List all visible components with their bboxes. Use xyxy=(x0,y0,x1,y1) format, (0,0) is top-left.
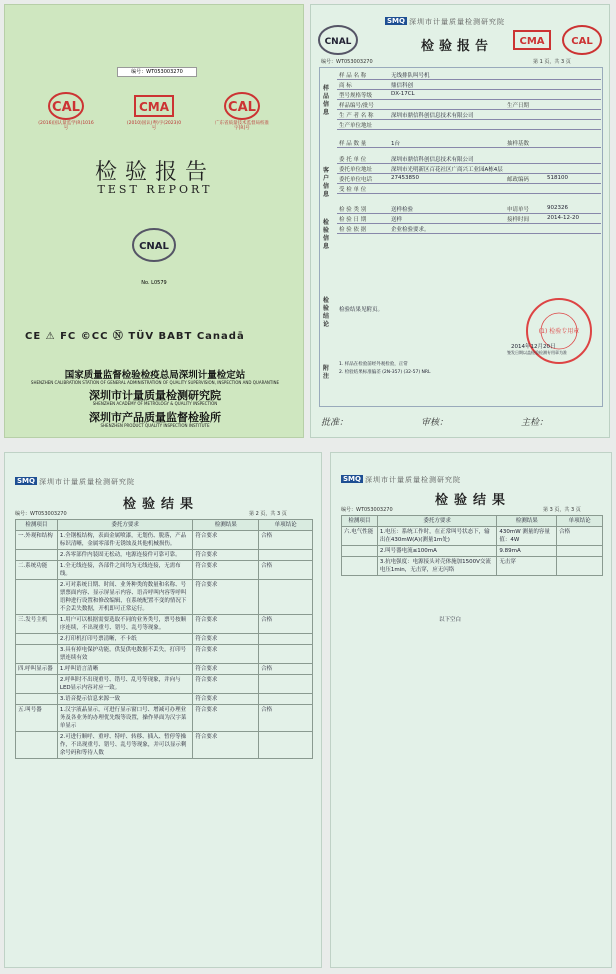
field-label: 申请单号 xyxy=(507,207,530,213)
table-row xyxy=(16,732,313,759)
cell-con xyxy=(259,732,313,759)
official-seal-stamp xyxy=(523,295,595,367)
svg-text:CMA: CMA xyxy=(519,36,545,47)
smq-logo: SMQ xyxy=(17,477,35,485)
cell-res: 符合要求 xyxy=(193,580,259,615)
cell-con: 合格 xyxy=(259,531,313,550)
cell-con: 合格 xyxy=(259,705,313,732)
cell-res: 430mW 测量的容量值：4W xyxy=(497,527,557,546)
cell-res: 符合要求 xyxy=(193,615,259,634)
field-value: 2014-12-20 xyxy=(547,215,579,221)
svg-text:(1) 检验专用章: (1) 检验专用章 xyxy=(538,328,580,335)
cover-page xyxy=(4,4,304,438)
table-row xyxy=(16,531,313,550)
review-signature: 审核： xyxy=(421,418,449,428)
cell-req: 3.语音提示信息来源一致 xyxy=(57,694,193,705)
stamp-date: 2014年12月20日 xyxy=(511,344,556,350)
cell-item xyxy=(16,580,58,615)
field-label: 接样时间 xyxy=(507,217,530,223)
table-row xyxy=(16,615,313,634)
smq-logo: SMQ xyxy=(343,475,361,483)
row-divider xyxy=(337,119,601,120)
institute-name: 深圳市计量质量检测研究院 xyxy=(365,476,461,484)
cell-item xyxy=(16,645,58,664)
cover-title-en: TEST REPORT xyxy=(97,183,213,196)
table-row xyxy=(16,694,313,705)
report-page-number: 第 1 页，共 3 页 xyxy=(533,59,571,65)
svg-text:CAL: CAL xyxy=(52,100,80,115)
cell-req: 2.呼叫时不出现重号、错号、乱号等现象，并向与LED显示内容对应一致。 xyxy=(57,675,193,694)
field-value: 27453850 xyxy=(391,175,419,181)
cell-res: 无击穿 xyxy=(497,557,557,576)
results-serial: 编号：WT053003270 xyxy=(15,511,67,517)
svg-text:CAL: CAL xyxy=(228,100,256,115)
cell-item: 四.呼叫显示器 xyxy=(16,664,58,675)
group-label: 附注 xyxy=(323,365,330,380)
cal-cert-badge-left: CAL (2016)国认量监学(R)1016号 xyxy=(37,91,95,145)
cell-res: 符合要求 xyxy=(193,705,259,732)
cell-item xyxy=(16,732,58,759)
cell-req: 1.全钢板结构，表面金属喷漆，无划伤、脱落，产品标识清晰，金属零部件无锈蚀及其他机械损伤。 xyxy=(57,531,193,550)
cell-req: 1.全无线连接，各部件之间均为无线连接，无需布线。 xyxy=(57,561,193,580)
row-divider xyxy=(337,109,601,110)
row-divider xyxy=(337,213,601,214)
cell-con: 合格 xyxy=(259,664,313,675)
field-label: 抽样基数 xyxy=(507,141,530,147)
cal-logo-icon xyxy=(561,19,603,61)
svg-text:CAL: CAL xyxy=(571,36,593,47)
inspector-signature: 主检： xyxy=(521,418,549,428)
field-label: 检 验 日 期 xyxy=(339,217,367,223)
cell-req: 2.叫号器电流≤100mA xyxy=(377,546,497,557)
stamp-note: 签发日期以盖检验检测专用章为准 xyxy=(507,350,567,355)
table-row xyxy=(16,675,313,694)
cell-res: 符合要求 xyxy=(193,732,259,759)
cnal-logo-icon xyxy=(131,225,177,265)
field-value: 送样检验 xyxy=(391,207,414,213)
cell-con: 合格 xyxy=(557,527,603,546)
col-header: 检测项目 xyxy=(342,516,378,527)
cell-req: 3.具有掉电保护功能，供复供电数据不丢失，打印号票连续有效 xyxy=(57,645,193,664)
row-divider xyxy=(337,79,601,80)
field-value: 深圳市鼎信科创信息技术有限公司 xyxy=(391,113,474,119)
group-label: 检验信息 xyxy=(323,219,330,250)
cell-res: 符合要求 xyxy=(193,550,259,561)
row-divider xyxy=(337,99,601,100)
institute-name: 深圳市计量质量检测研究院 xyxy=(39,478,135,486)
cnal-badge: CNAL No. L0579 xyxy=(129,225,179,281)
table-row xyxy=(16,580,313,615)
field-value: 送样 xyxy=(391,217,403,223)
conclusion-text: 检验结果见附页。 xyxy=(339,307,384,313)
cell-con: 合格 xyxy=(259,561,313,580)
cell-item xyxy=(16,694,58,705)
field-label: 生 产 者 名 称 xyxy=(339,113,374,119)
cell-res: 符合要求 xyxy=(193,645,259,664)
results-title: 检验结果 xyxy=(123,497,200,512)
cell-req: 1.电压：系统工作时，在正常叫号状态下，输出在430mW(A)(测量1m处) xyxy=(377,527,497,546)
table-row xyxy=(16,634,313,645)
table-row xyxy=(16,561,313,580)
field-value: 无线排队叫号机 xyxy=(391,73,430,79)
cover-serial: 编号：WT053003270 xyxy=(117,67,197,77)
group-label: 样品信息 xyxy=(323,85,330,116)
field-label: 样 品 名 称 xyxy=(339,73,367,79)
cma-logo-icon xyxy=(134,91,174,121)
table-row xyxy=(16,705,313,732)
cell-item xyxy=(16,675,58,694)
col-header: 委托方要求 xyxy=(377,516,497,527)
field-label: 受 检 单 位 xyxy=(339,187,367,193)
col-header: 检测结果 xyxy=(497,516,557,527)
report-title: 检验报告 xyxy=(421,39,494,54)
cell-con xyxy=(259,580,313,615)
row-divider xyxy=(337,163,601,164)
col-header: 委托方要求 xyxy=(57,520,193,531)
table-row xyxy=(16,645,313,664)
cell-item: 六.电气性能 xyxy=(342,527,378,546)
field-label: 样品编号/批号 xyxy=(339,103,374,109)
field-label: 型号规格等级 xyxy=(339,93,373,99)
cell-item: 二.系统功能 xyxy=(16,561,58,580)
results-table xyxy=(341,515,603,576)
cell-res: 符合要求 xyxy=(193,634,259,645)
note-line: 2. 检验结果标准偏差 (2N-357) (32-57) NRL xyxy=(339,370,431,375)
org-name-2: 深圳市计量质量检测研究院 xyxy=(89,389,221,402)
org-name-1-en: SHENZHEN CALIBRATION STATION OF GENERAL ADMINISTRATION OF QUALITY SUPERVISION, INSPECTION AND QUARANTINE xyxy=(30,380,280,385)
field-value: 鼎信科创 xyxy=(391,83,414,89)
field-label: 委托单位地址 xyxy=(339,167,373,173)
row-divider xyxy=(337,89,601,90)
cal-logo-icon xyxy=(48,91,84,121)
row-divider xyxy=(337,183,601,184)
cell-con xyxy=(557,546,603,557)
field-label: 生产日期 xyxy=(507,103,530,109)
table-row xyxy=(342,557,603,576)
row-divider xyxy=(337,193,601,194)
cell-item: 一.外观和结构 xyxy=(16,531,58,550)
end-of-table-note: 以下空白 xyxy=(439,617,462,623)
row-divider xyxy=(337,129,601,130)
cell-con: 合格 xyxy=(259,615,313,634)
cell-con xyxy=(259,675,313,694)
note-line: 1. 样品在检验前经外观检验，正常 xyxy=(339,362,408,367)
cell-res: 符合要求 xyxy=(193,561,259,580)
report-serial: 编号：WT053003270 xyxy=(321,59,373,65)
cell-con xyxy=(259,634,313,645)
cal-cert-badge-right: CAL 广东省质量技术监督局校准字[R]号 xyxy=(213,91,271,145)
cell-req: 1.呼叫语言清晰 xyxy=(57,664,193,675)
field-value: 1台 xyxy=(391,141,400,147)
org-name-1: 国家质量监督检验检疫总局深圳计量检定站 xyxy=(64,370,246,381)
field-label: 检 验 类 别 xyxy=(339,207,367,213)
svg-text:CNAL: CNAL xyxy=(139,241,169,252)
field-label: 委托单位电话 xyxy=(339,177,373,183)
cover-title: 检验报告 xyxy=(94,160,215,185)
cell-con xyxy=(259,694,313,705)
cell-item: 三.发号主机 xyxy=(16,615,58,634)
field-value: 深圳市光明新区百花社区广商兴工业园A栋4层 xyxy=(391,167,503,173)
cell-res: 符合要求 xyxy=(193,664,259,675)
cell-req: 1.汉字液晶显示，可进行显示窗口号、增减可办理业务及各业务的办理优先级等设置，操作界面为汉字菜单显示 xyxy=(57,705,193,732)
cma-logo-icon xyxy=(511,19,553,61)
results-page-2 xyxy=(4,452,322,968)
field-value: 深圳市鼎信科创信息技术有限公司 xyxy=(391,157,474,163)
cell-res: 9.89mA xyxy=(497,546,557,557)
cell-res: 符合要求 xyxy=(193,531,259,550)
table-row xyxy=(16,550,313,561)
smq-logo: SMQ xyxy=(387,17,405,25)
cell-item: 五.叫号器 xyxy=(16,705,58,732)
compliance-marks: CE ⚠ FC ©CC Ⓝ TÜV BABT Canadā xyxy=(25,331,245,342)
field-label: 检 验 依 据 xyxy=(339,227,367,233)
org-name-3: 深圳市产品质量监督检验所 xyxy=(89,411,221,424)
results-title: 检验结果 xyxy=(435,493,512,508)
col-header: 检测项目 xyxy=(16,520,58,531)
institute-name: 深圳市计量质量检测研究院 xyxy=(409,18,505,26)
cell-req: 2.可进行顺呼、重呼、特呼、转移、插入、暂停等操作，不出现重号、错号、乱号等现象，并可以显示剩余号码和等待人数 xyxy=(57,732,193,759)
svg-text:CMA: CMA xyxy=(138,100,170,114)
table-row xyxy=(16,664,313,675)
table-row xyxy=(342,546,603,557)
cell-req: 2.各零部件内装固无松动，电源连接件可靠可靠。 xyxy=(57,550,193,561)
group-label: 检验结论 xyxy=(323,297,330,328)
cell-con xyxy=(259,550,313,561)
org-name-2-en: SHENZHEN ACADEMY OF METROLOGY & QUALITY INSPECTION xyxy=(92,401,218,406)
field-value: 518100 xyxy=(547,175,568,181)
row-divider xyxy=(337,147,601,148)
field-value: DX-17CL xyxy=(391,91,415,97)
cell-res: 符合要求 xyxy=(193,694,259,705)
cell-item xyxy=(16,550,58,561)
cell-req: 1.用户可以根据需要选取不同的业务类号，票号按顺序连续，不出现重号、错号、乱号等现象。 xyxy=(57,615,193,634)
field-label: 商 标 xyxy=(339,83,352,89)
table-row xyxy=(342,527,603,546)
cell-con xyxy=(259,645,313,664)
report-page xyxy=(310,4,610,438)
cell-item xyxy=(342,557,378,576)
group-label: 客户信息 xyxy=(323,167,330,198)
row-divider xyxy=(337,233,601,234)
cell-con xyxy=(557,557,603,576)
col-header: 单项结论 xyxy=(557,516,603,527)
results-page-number: 第 3 页，共 3 页 xyxy=(543,507,581,513)
cell-req: 3.抗电强度：电源接头对壳体施加1500V交流电压1min，无击穿，应无闪络 xyxy=(377,557,497,576)
results-page-number: 第 2 页，共 3 页 xyxy=(249,511,287,517)
field-value: 企业检验要求。 xyxy=(391,227,430,233)
results-table xyxy=(15,519,313,759)
cal-logo-icon xyxy=(224,91,260,121)
cell-item xyxy=(16,634,58,645)
cnal-logo-icon xyxy=(317,19,359,61)
cell-req: 2.打印机打印号票清晰，不卡纸 xyxy=(57,634,193,645)
cell-req: 2.可对系统日期、时间、业务种类的数量和名称、号票票面内容、显示屏显示内容、语音呼叫内容等呼叫语种进行设置和修改编辑，在系统配置不变的情况下不会丢失数据，开机即可正常运行。 xyxy=(57,580,193,615)
field-label: 委 托 单 位 xyxy=(339,157,367,163)
field-label: 样 品 数 量 xyxy=(339,141,367,147)
field-label: 生产单位地址 xyxy=(339,123,373,129)
cell-res: 符合要求 xyxy=(193,675,259,694)
field-value: 902326 xyxy=(547,205,568,211)
cma-cert-badge: CMA (2010)国认(粤)字(2023)0号 xyxy=(125,91,183,145)
col-header: 检测结果 xyxy=(193,520,259,531)
cell-item xyxy=(342,546,378,557)
results-page-3 xyxy=(330,452,612,968)
row-divider xyxy=(337,173,601,174)
col-header: 单项结论 xyxy=(259,520,313,531)
results-serial: 编号：WT053003270 xyxy=(341,507,393,513)
org-name-3-en: SHENZHEN PRODUCT QUALITY INSPECTION INSTITUTE xyxy=(100,423,210,428)
row-divider xyxy=(337,223,601,224)
svg-text:CNAL: CNAL xyxy=(324,37,352,47)
field-label: 邮政编码 xyxy=(507,177,530,183)
approve-signature: 批准： xyxy=(321,418,349,428)
